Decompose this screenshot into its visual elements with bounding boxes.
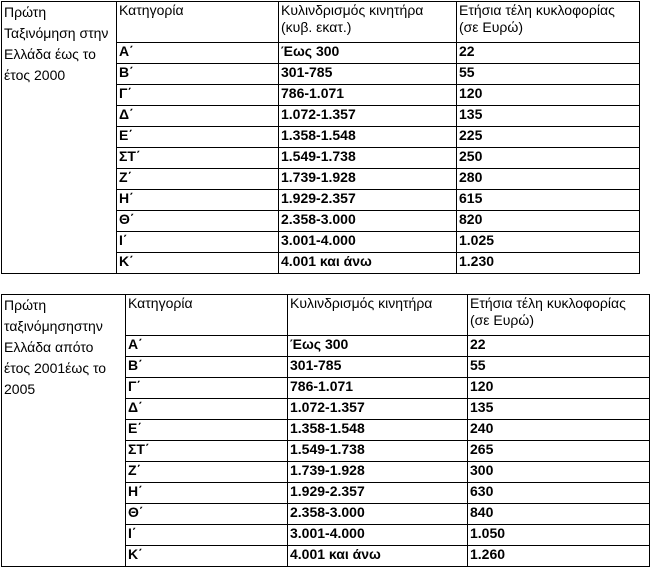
fee-cell: 22: [468, 336, 650, 357]
fee-cell: 1.230: [457, 253, 640, 274]
first-registration-cell: Πρώτη Ταξινόμηση στην Ελλάδα έως το έτος 2000: [2, 2, 117, 274]
fee-cell: 120: [457, 85, 640, 106]
category-cell: Η΄: [117, 190, 279, 211]
header-category: Κατηγορία: [117, 2, 279, 43]
category-cell: Ζ΄: [117, 169, 279, 190]
fee-cell: 240: [468, 420, 650, 441]
capacity-cell: 1.929-2.357: [279, 190, 457, 211]
capacity-cell: 1.072-1.357: [288, 399, 468, 420]
category-cell: Ε΄: [117, 127, 279, 148]
fee-cell: 265: [468, 441, 650, 462]
category-cell: Δ΄: [126, 399, 288, 420]
capacity-cell: 301-785: [288, 357, 468, 378]
category-cell: Α΄: [117, 43, 279, 64]
header-category: Κατηγορία: [126, 295, 288, 336]
category-cell: Δ΄: [117, 106, 279, 127]
capacity-cell: 2.358-3.000: [288, 504, 468, 525]
fee-cell: 55: [457, 64, 640, 85]
capacity-cell: 1.739-1.928: [288, 462, 468, 483]
capacity-cell: 3.001-4.000: [288, 525, 468, 546]
category-cell: Ζ΄: [126, 462, 288, 483]
fee-cell: 280: [457, 169, 640, 190]
capacity-cell: Έως 300: [288, 336, 468, 357]
capacity-cell: 786-1.071: [279, 85, 457, 106]
category-cell: ΣΤ΄: [126, 441, 288, 462]
first-registration-cell: Πρώτη ταξινόμησηστην Ελλάδα απότο έτος 2001έως το 2005: [2, 295, 126, 567]
tax-table-2001-2005: [1, 294, 650, 567]
tax-table-until-2000: [1, 1, 640, 274]
fee-cell: 630: [468, 483, 650, 504]
fee-cell: 22: [457, 43, 640, 64]
fee-cell: 615: [457, 190, 640, 211]
header-engine-capacity: Κυλινδρισμός κινητήρα (κυβ. εκατ.): [279, 2, 457, 43]
capacity-cell: 1.549-1.738: [288, 441, 468, 462]
category-cell: Θ΄: [126, 504, 288, 525]
capacity-cell: Έως 300: [279, 43, 457, 64]
capacity-cell: 3.001-4.000: [279, 232, 457, 253]
category-cell: Β΄: [126, 357, 288, 378]
capacity-cell: 4.001 και άνω: [288, 546, 468, 567]
table-header-row: [2, 2, 640, 43]
fee-cell: 55: [468, 357, 650, 378]
capacity-cell: 4.001 και άνω: [279, 253, 457, 274]
header-annual-fee: Ετήσια τέλη κυκλοφορίας (σε Ευρώ): [457, 2, 640, 43]
capacity-cell: 1.549-1.738: [279, 148, 457, 169]
category-cell: Α΄: [126, 336, 288, 357]
capacity-cell: 2.358-3.000: [279, 211, 457, 232]
fee-cell: 1.050: [468, 525, 650, 546]
capacity-cell: 1.739-1.928: [279, 169, 457, 190]
fee-cell: 1.260: [468, 546, 650, 567]
capacity-cell: 1.358-1.548: [288, 420, 468, 441]
fee-cell: 820: [457, 211, 640, 232]
capacity-cell: 301-785: [279, 64, 457, 85]
header-engine-capacity: Κυλινδρισμός κινητήρα: [288, 295, 468, 336]
category-cell: ΣΤ΄: [117, 148, 279, 169]
category-cell: Ι΄: [126, 525, 288, 546]
category-cell: Γ΄: [126, 378, 288, 399]
category-cell: Ι΄: [117, 232, 279, 253]
capacity-cell: 1.072-1.357: [279, 106, 457, 127]
capacity-cell: 786-1.071: [288, 378, 468, 399]
fee-cell: 135: [468, 399, 650, 420]
table-header-row: [2, 295, 650, 336]
fee-cell: 300: [468, 462, 650, 483]
category-cell: Θ΄: [117, 211, 279, 232]
capacity-cell: 1.358-1.548: [279, 127, 457, 148]
category-cell: Γ΄: [117, 85, 279, 106]
fee-cell: 1.025: [457, 232, 640, 253]
fee-cell: 120: [468, 378, 650, 399]
header-annual-fee: Ετήσια τέλη κυκλοφορίας (σε Ευρώ): [468, 295, 650, 336]
category-cell: Β΄: [117, 64, 279, 85]
category-cell: Κ΄: [117, 253, 279, 274]
capacity-cell: 1.929-2.357: [288, 483, 468, 504]
category-cell: Ε΄: [126, 420, 288, 441]
fee-cell: 840: [468, 504, 650, 525]
fee-cell: 135: [457, 106, 640, 127]
category-cell: Η΄: [126, 483, 288, 504]
fee-cell: 250: [457, 148, 640, 169]
category-cell: Κ΄: [126, 546, 288, 567]
fee-cell: 225: [457, 127, 640, 148]
